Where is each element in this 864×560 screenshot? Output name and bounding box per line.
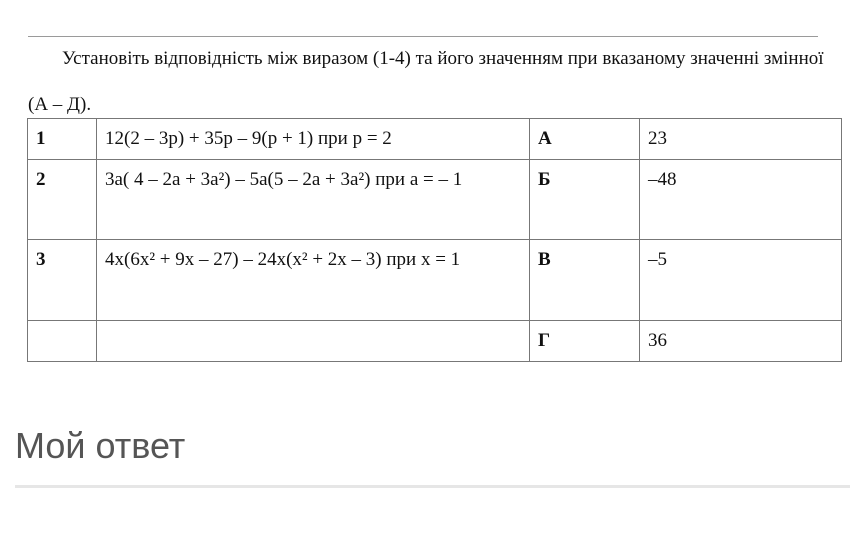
answer-letter: А [530, 119, 640, 160]
table-row [28, 321, 842, 362]
table-row [28, 119, 842, 160]
expression-cell: 4x(6x² + 9x – 27) – 24x(x² + 2x – 3) при x = 1 [97, 240, 530, 321]
table-row [28, 240, 842, 321]
answer-section-title: Мой ответ [15, 425, 186, 466]
answer-value: 36 [640, 321, 842, 362]
row-number: 2 [28, 160, 97, 240]
row-number: 1 [28, 119, 97, 160]
answer-letter: Б [530, 160, 640, 240]
answer-value: 23 [640, 119, 842, 160]
expression-cell: 12(2 – 3p) + 35p – 9(p + 1) при p = 2 [97, 119, 530, 160]
table-row [28, 160, 842, 240]
answer-value: –5 [640, 240, 842, 321]
answer-value: –48 [640, 160, 842, 240]
task-text: Установіть відповідність між виразом (1-4) та його значенням при вказаному значенні змінної (А – Д). [28, 48, 824, 115]
answer-letter: Г [530, 321, 640, 362]
matching-table [27, 118, 842, 362]
expression-cell [97, 321, 530, 362]
row-number [28, 321, 97, 362]
expression-cell: 3a( 4 – 2a + 3a²) – 5a(5 – 2a + 3a²) при a = – 1 [97, 160, 530, 240]
answer-divider [15, 485, 850, 488]
row-number: 3 [28, 240, 97, 321]
task-statement [28, 36, 843, 128]
answer-letter: В [530, 240, 640, 321]
